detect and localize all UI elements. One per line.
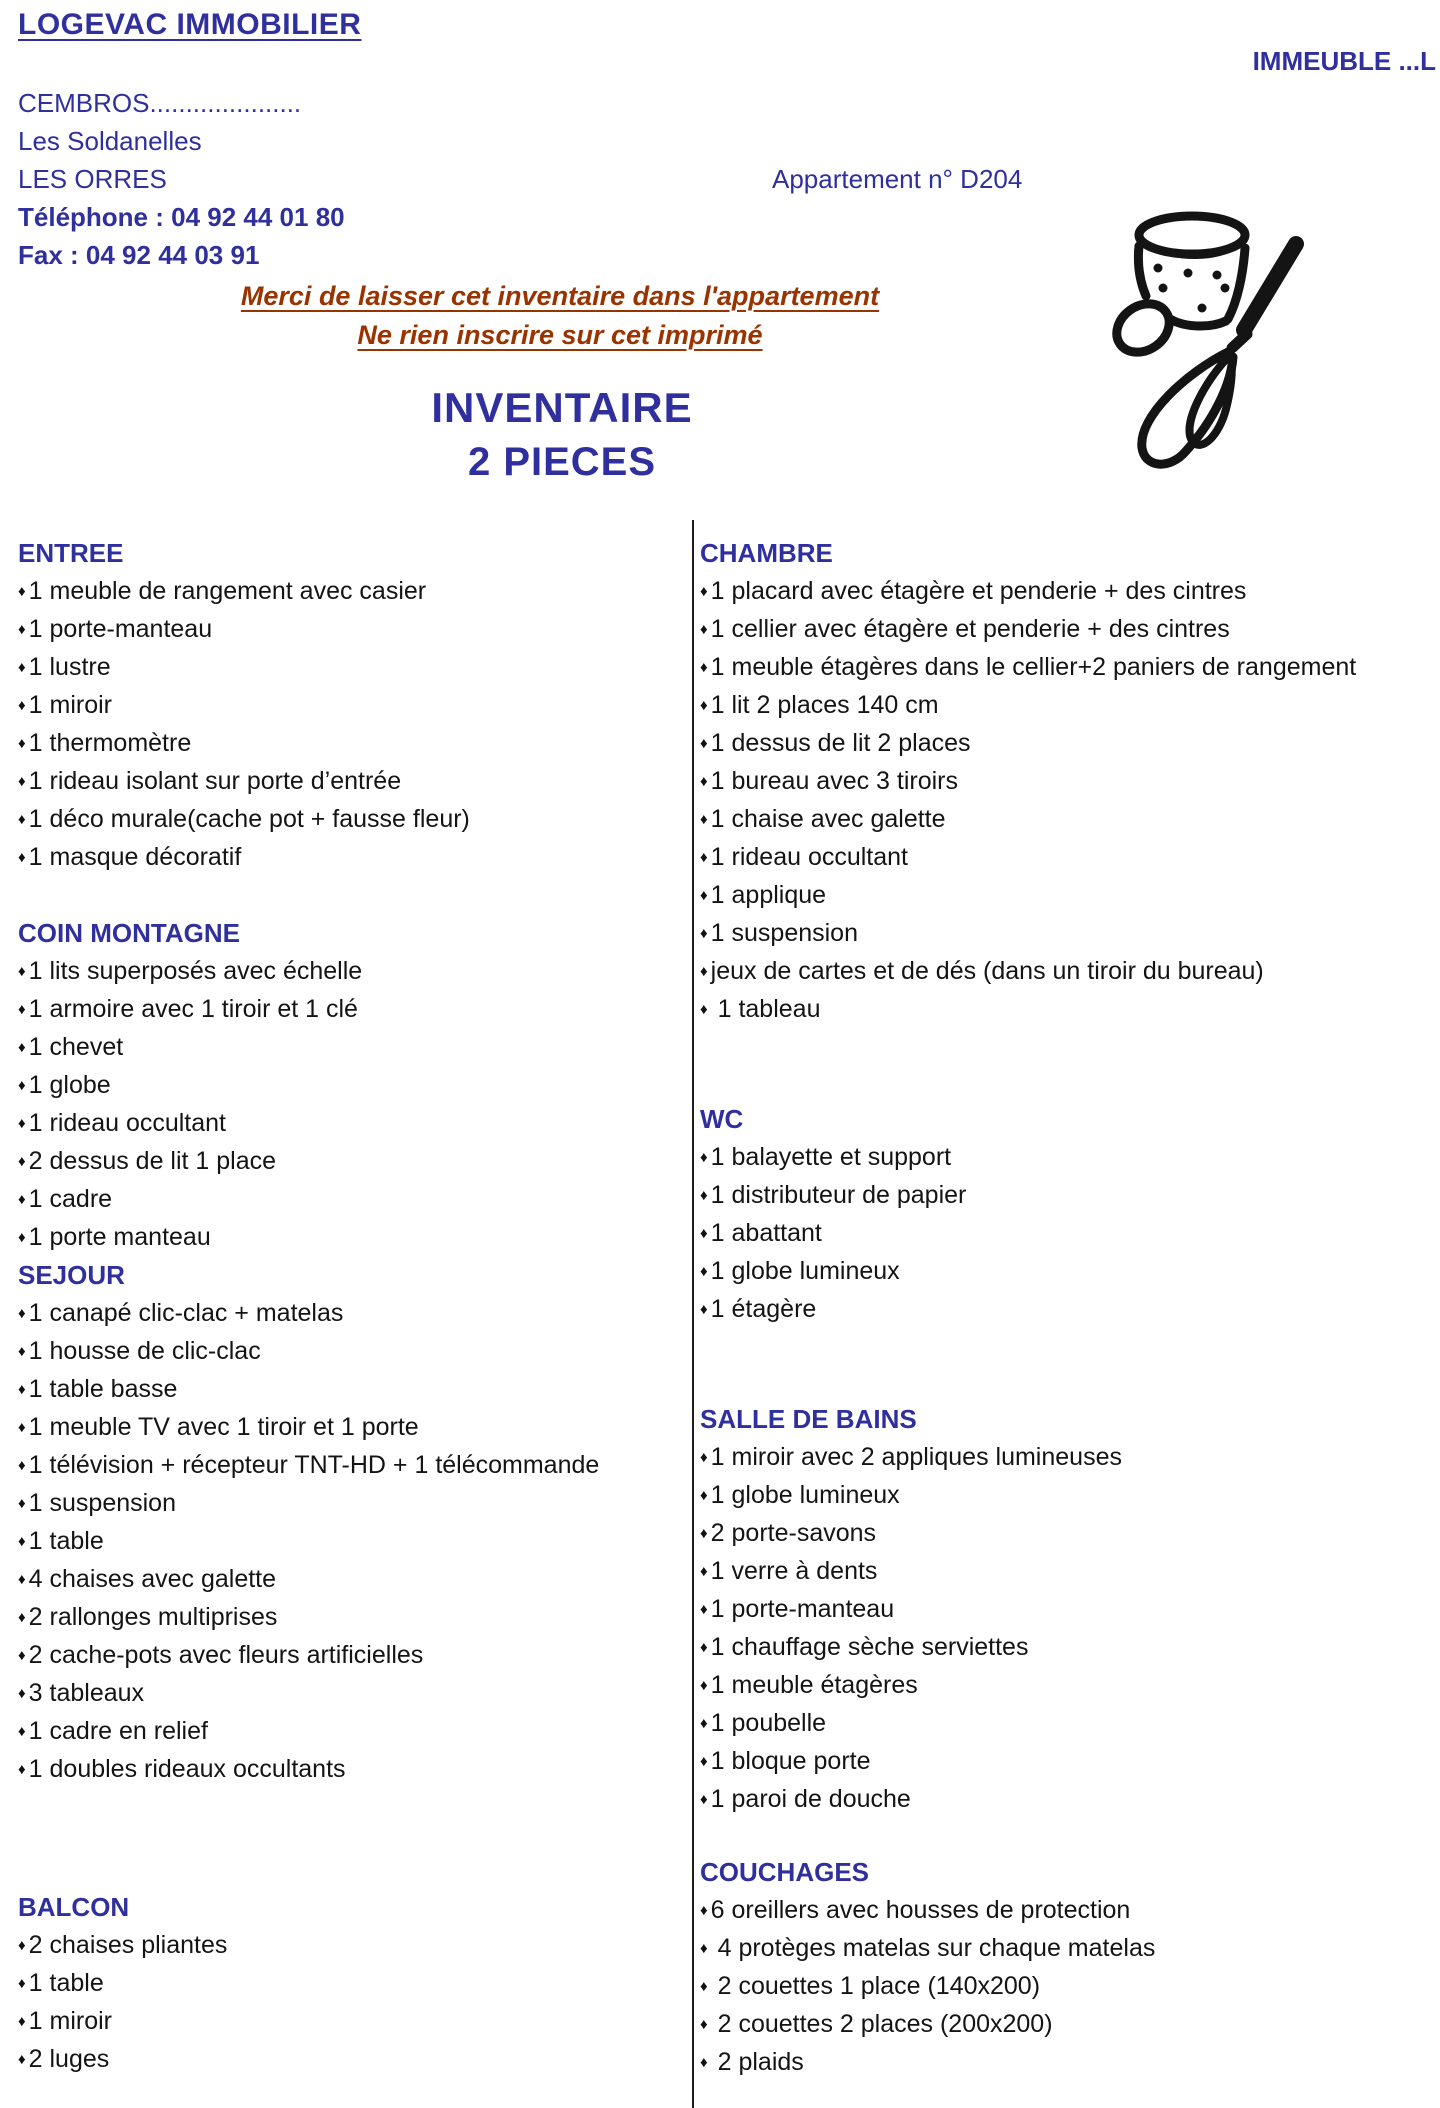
inventory-item-label: 1 miroir bbox=[28, 2007, 112, 2035]
diamond-bullet-icon: ♦ bbox=[700, 1263, 708, 1280]
inventory-item-label: 1 canapé clic-clac + matelas bbox=[28, 1299, 344, 1327]
diamond-bullet-icon: ♦ bbox=[18, 1153, 26, 1170]
diamond-bullet-icon: ♦ bbox=[700, 1225, 708, 1242]
diamond-bullet-icon: ♦ bbox=[700, 887, 708, 904]
inventory-item bbox=[18, 1332, 680, 1370]
inventory-item bbox=[18, 1370, 680, 1408]
inventory-item-label: 1 chauffage sèche serviettes bbox=[710, 1633, 1029, 1661]
apartment-number: Appartement n° D204 bbox=[772, 164, 1023, 194]
diamond-bullet-icon: ♦ bbox=[700, 697, 708, 714]
diamond-bullet-icon: ♦ bbox=[18, 621, 26, 638]
diamond-bullet-icon: ♦ bbox=[700, 2016, 708, 2033]
inventory-item-label: 2 couettes 2 places (200x200) bbox=[710, 2010, 1053, 2038]
inventory-item bbox=[700, 1742, 1440, 1780]
diamond-bullet-icon: ♦ bbox=[700, 1791, 708, 1808]
building-label: IMMEUBLE ...L bbox=[1252, 46, 1436, 76]
inventory-item-label: 2 chaises pliantes bbox=[28, 1931, 228, 1959]
inventory-item-label: 1 table basse bbox=[28, 1375, 178, 1403]
inventory-item-label: 1 meuble étagères bbox=[710, 1671, 918, 1699]
inventory-item-label: 1 cellier avec étagère et penderie + des cintres bbox=[710, 615, 1230, 643]
inventory-item-label: 1 applique bbox=[710, 881, 827, 909]
inventory-item bbox=[700, 1780, 1440, 1818]
diamond-bullet-icon: ♦ bbox=[700, 1601, 708, 1618]
diamond-bullet-icon: ♦ bbox=[18, 583, 26, 600]
inventory-item-label: 1 rideau occultant bbox=[28, 1109, 227, 1137]
notice-line-1: Merci de laisser cet inventaire dans l'appartement bbox=[240, 281, 880, 311]
inventory-item-label: 1 suspension bbox=[28, 1489, 176, 1517]
inventory-item bbox=[18, 952, 680, 990]
inventory-item-label: 1 table bbox=[28, 1527, 104, 1555]
residence-name-line: CEMBROS..................... bbox=[18, 88, 302, 118]
inventory-item bbox=[700, 876, 1440, 914]
diamond-bullet-icon: ♦ bbox=[18, 2013, 26, 2030]
inventory-item bbox=[700, 838, 1440, 876]
inventory-item-label: 1 tableau bbox=[710, 995, 821, 1023]
residence-line: Les Soldanelles bbox=[18, 126, 202, 156]
fax-line: Fax : 04 92 44 03 91 bbox=[18, 240, 260, 270]
inventory-item bbox=[18, 1926, 680, 1964]
inventory-item-label: 1 miroir avec 2 appliques lumineuses bbox=[710, 1443, 1122, 1471]
inventory-item-label: 1 bloque porte bbox=[710, 1747, 871, 1775]
inventory-item bbox=[18, 1484, 680, 1522]
inventory-item-label: 1 étagère bbox=[710, 1295, 817, 1323]
inventory-item-label: 1 miroir bbox=[28, 691, 112, 719]
inventory-item bbox=[700, 1438, 1440, 1476]
inventory-item-label: 1 poubelle bbox=[710, 1709, 827, 1737]
inventory-item bbox=[18, 1446, 680, 1484]
diamond-bullet-icon: ♦ bbox=[700, 1563, 708, 1580]
inventory-item bbox=[18, 1218, 680, 1256]
inventory-item-label: 1 meuble TV avec 1 tiroir et 1 porte bbox=[28, 1413, 419, 1441]
diamond-bullet-icon: ♦ bbox=[18, 1975, 26, 1992]
inventory-item bbox=[700, 800, 1440, 838]
inventory-item bbox=[18, 724, 680, 762]
inventory-item-label: 1 doubles rideaux occultants bbox=[28, 1755, 346, 1783]
inventory-item bbox=[18, 572, 680, 610]
diamond-bullet-icon: ♦ bbox=[18, 1077, 26, 1094]
inventory-item bbox=[18, 1560, 680, 1598]
diamond-bullet-icon: ♦ bbox=[18, 1937, 26, 1954]
diamond-bullet-icon: ♦ bbox=[700, 1525, 708, 1542]
diamond-bullet-icon: ♦ bbox=[18, 1571, 26, 1588]
diamond-bullet-icon: ♦ bbox=[700, 583, 708, 600]
diamond-bullet-icon: ♦ bbox=[700, 1487, 708, 1504]
diamond-bullet-icon: ♦ bbox=[18, 1381, 26, 1398]
diamond-bullet-icon: ♦ bbox=[700, 1677, 708, 1694]
inventory-item bbox=[700, 1552, 1440, 1590]
inventory-item bbox=[700, 1214, 1440, 1252]
inventory-item-label: 1 lustre bbox=[28, 653, 111, 681]
company-title: LOGEVAC IMMOBILIER bbox=[18, 8, 362, 41]
diamond-bullet-icon: ♦ bbox=[700, 1149, 708, 1166]
inventory-item bbox=[700, 1628, 1440, 1666]
diamond-bullet-icon: ♦ bbox=[18, 659, 26, 676]
diamond-bullet-icon: ♦ bbox=[18, 1761, 26, 1778]
diamond-bullet-icon: ♦ bbox=[700, 1978, 708, 1995]
inventory-item bbox=[700, 1252, 1440, 1290]
diamond-bullet-icon: ♦ bbox=[700, 811, 708, 828]
inventory-item-label: 1 cadre bbox=[28, 1185, 113, 1213]
section-heading: COIN MONTAGNE bbox=[18, 918, 240, 948]
inventory-item-label: 1 table bbox=[28, 1969, 104, 1997]
notice-line-2: Ne rien inscrire sur cet imprimé bbox=[357, 320, 763, 350]
inventory-item bbox=[18, 686, 680, 724]
section-heading: BALCON bbox=[18, 1892, 130, 1922]
residence-city: LES ORRES bbox=[18, 164, 167, 194]
section-heading: WC bbox=[700, 1104, 744, 1134]
right-column bbox=[700, 534, 1440, 2081]
inventory-item bbox=[700, 572, 1440, 610]
inventory-item-label: 1 verre à dents bbox=[710, 1557, 878, 1585]
diamond-bullet-icon: ♦ bbox=[18, 1001, 26, 1018]
inventory-item-label: 1 chevet bbox=[28, 1033, 124, 1061]
section-heading: CHAMBRE bbox=[700, 538, 833, 568]
diamond-bullet-icon: ♦ bbox=[700, 849, 708, 866]
diamond-bullet-icon: ♦ bbox=[700, 1753, 708, 1770]
inventory-item-label: 1 porte manteau bbox=[28, 1223, 211, 1251]
diamond-bullet-icon: ♦ bbox=[18, 1723, 26, 1740]
bowl-egg-whisk-illustration bbox=[1080, 180, 1440, 500]
inventory-item bbox=[700, 1176, 1440, 1214]
diamond-bullet-icon: ♦ bbox=[18, 1419, 26, 1436]
inventory-item-label: 1 armoire avec 1 tiroir et 1 clé bbox=[28, 995, 358, 1023]
diamond-bullet-icon: ♦ bbox=[18, 1609, 26, 1626]
inventory-item bbox=[700, 648, 1440, 686]
inventory-item-label: 2 rallonges multiprises bbox=[28, 1603, 278, 1631]
inventory-item bbox=[700, 914, 1440, 952]
diamond-bullet-icon: ♦ bbox=[700, 735, 708, 752]
diamond-bullet-icon: ♦ bbox=[700, 773, 708, 790]
inventory-item bbox=[700, 2005, 1440, 2043]
inventory-item bbox=[700, 1704, 1440, 1742]
inventory-item-label: 1 rideau occultant bbox=[710, 843, 909, 871]
inventory-item bbox=[700, 1138, 1440, 1176]
inventory-item-label: 1 meuble étagères dans le cellier+2 paniers de rangement bbox=[710, 653, 1357, 681]
diamond-bullet-icon: ♦ bbox=[18, 963, 26, 980]
inventory-item bbox=[700, 610, 1440, 648]
document-title: INVENTAIRE bbox=[431, 384, 693, 431]
inventory-item bbox=[700, 1514, 1440, 1552]
inventory-item-label: 1 abattant bbox=[710, 1219, 822, 1247]
inventory-item-label: 1 télévision + récepteur TNT-HD + 1 télécommande bbox=[28, 1451, 600, 1479]
inventory-item bbox=[18, 1142, 680, 1180]
inventory-item bbox=[700, 1290, 1440, 1328]
document-subtitle: 2 PIECES bbox=[467, 440, 657, 484]
inventory-item bbox=[18, 1964, 680, 2002]
inventory-item-label: 2 dessus de lit 1 place bbox=[28, 1147, 277, 1175]
inventory-item-label: 4 chaises avec galette bbox=[28, 1565, 277, 1593]
inventory-item bbox=[700, 2043, 1440, 2081]
inventory-item-label: jeux de cartes et de dés (dans un tiroir du bureau) bbox=[710, 957, 1264, 985]
inventory-item-label: 1 placard avec étagère et penderie + des cintres bbox=[710, 577, 1247, 605]
inventory-item bbox=[700, 724, 1440, 762]
diamond-bullet-icon: ♦ bbox=[18, 1457, 26, 1474]
diamond-bullet-icon: ♦ bbox=[700, 1715, 708, 1732]
inventory-item bbox=[18, 1598, 680, 1636]
inventory-item bbox=[18, 1028, 680, 1066]
diamond-bullet-icon: ♦ bbox=[18, 1191, 26, 1208]
diamond-bullet-icon: ♦ bbox=[18, 1305, 26, 1322]
inventory-item bbox=[700, 1891, 1440, 1929]
inventory-item-label: 2 plaids bbox=[710, 2048, 804, 2076]
inventory-item bbox=[18, 1180, 680, 1218]
diamond-bullet-icon: ♦ bbox=[18, 1115, 26, 1132]
section-heading: SALLE DE BAINS bbox=[700, 1404, 917, 1434]
inventory-item bbox=[18, 1104, 680, 1142]
inventory-item bbox=[18, 762, 680, 800]
inventory-item bbox=[18, 838, 680, 876]
inventory-item bbox=[700, 1590, 1440, 1628]
inventory-item-label: 1 thermomètre bbox=[28, 729, 192, 757]
inventory-item-label: 1 bureau avec 3 tiroirs bbox=[710, 767, 959, 795]
diamond-bullet-icon: ♦ bbox=[18, 811, 26, 828]
inventory-item-label: 1 suspension bbox=[710, 919, 858, 947]
inventory-item-label: 1 rideau isolant sur porte d’entrée bbox=[28, 767, 402, 795]
diamond-bullet-icon: ♦ bbox=[700, 1639, 708, 1656]
inventory-item bbox=[18, 1066, 680, 1104]
inventory-item-label: 1 globe lumineux bbox=[710, 1257, 900, 1285]
inventory-item-label: 1 dessus de lit 2 places bbox=[710, 729, 971, 757]
diamond-bullet-icon: ♦ bbox=[18, 1495, 26, 1512]
inventory-item-label: 1 chaise avec galette bbox=[710, 805, 946, 833]
diamond-bullet-icon: ♦ bbox=[700, 1449, 708, 1466]
diamond-bullet-icon: ♦ bbox=[18, 1229, 26, 1246]
inventory-item-label: 1 cadre en relief bbox=[28, 1717, 208, 1745]
inventory-item-label: 1 balayette et support bbox=[710, 1143, 952, 1171]
inventory-item bbox=[700, 990, 1440, 1028]
inventory-item bbox=[18, 1712, 680, 1750]
diamond-bullet-icon: ♦ bbox=[700, 659, 708, 676]
inventory-item-label: 2 luges bbox=[28, 2045, 110, 2073]
section-heading: SEJOUR bbox=[18, 1260, 125, 1290]
diamond-bullet-icon: ♦ bbox=[18, 773, 26, 790]
inventory-item-label: 2 cache-pots avec fleurs artificielles bbox=[28, 1641, 424, 1669]
diamond-bullet-icon: ♦ bbox=[700, 621, 708, 638]
inventory-item bbox=[18, 610, 680, 648]
diamond-bullet-icon: ♦ bbox=[700, 925, 708, 942]
diamond-bullet-icon: ♦ bbox=[18, 2051, 26, 2068]
inventory-item-label: 1 globe lumineux bbox=[710, 1481, 900, 1509]
section-heading: ENTREE bbox=[18, 538, 124, 568]
inventory-item bbox=[700, 1666, 1440, 1704]
inventory-item bbox=[18, 800, 680, 838]
inventory-item bbox=[18, 1674, 680, 1712]
column-divider bbox=[692, 520, 694, 2108]
diamond-bullet-icon: ♦ bbox=[700, 1187, 708, 1204]
inventory-item bbox=[18, 990, 680, 1028]
diamond-bullet-icon: ♦ bbox=[18, 1039, 26, 1056]
inventory-item bbox=[700, 762, 1440, 800]
inventory-item bbox=[18, 1522, 680, 1560]
inventory-item-label: 1 porte-manteau bbox=[710, 1595, 895, 1623]
inventory-item-label: 1 lits superposés avec échelle bbox=[28, 957, 363, 985]
inventory-item-label: 1 globe bbox=[28, 1071, 111, 1099]
diamond-bullet-icon: ♦ bbox=[18, 1685, 26, 1702]
inventory-item-label: 1 porte-manteau bbox=[28, 615, 213, 643]
section-heading: COUCHAGES bbox=[700, 1857, 870, 1887]
diamond-bullet-icon: ♦ bbox=[18, 1343, 26, 1360]
inventory-item-label: 1 housse de clic-clac bbox=[28, 1337, 261, 1365]
inventory-item bbox=[700, 1929, 1440, 1967]
diamond-bullet-icon: ♦ bbox=[18, 735, 26, 752]
inventory-item bbox=[18, 2002, 680, 2040]
inventory-item-label: 6 oreillers avec housses de protection bbox=[710, 1896, 1131, 1924]
diamond-bullet-icon: ♦ bbox=[18, 1647, 26, 1664]
diamond-bullet-icon: ♦ bbox=[700, 1940, 708, 1957]
inventory-item bbox=[18, 1750, 680, 1788]
inventory-item bbox=[700, 1967, 1440, 2005]
inventory-item-label: 1 distributeur de papier bbox=[710, 1181, 967, 1209]
inventory-item-label: 2 porte-savons bbox=[710, 1519, 877, 1547]
diamond-bullet-icon: ♦ bbox=[18, 849, 26, 866]
phone-line: Téléphone : 04 92 44 01 80 bbox=[18, 202, 345, 232]
diamond-bullet-icon: ♦ bbox=[700, 963, 708, 980]
diamond-bullet-icon: ♦ bbox=[700, 1301, 708, 1318]
inventory-item-label: 3 tableaux bbox=[28, 1679, 145, 1707]
diamond-bullet-icon: ♦ bbox=[700, 1001, 708, 1018]
inventory-item bbox=[700, 1476, 1440, 1514]
inventory-item-label: 1 déco murale(cache pot + fausse fleur) bbox=[28, 805, 470, 833]
diamond-bullet-icon: ♦ bbox=[700, 2054, 708, 2071]
inventory-item-label: 2 couettes 1 place (140x200) bbox=[710, 1972, 1041, 2000]
left-column bbox=[18, 534, 680, 2078]
inventory-item bbox=[18, 2040, 680, 2078]
inventory-item-label: 1 masque décoratif bbox=[28, 843, 242, 871]
inventory-item-label: 1 lit 2 places 140 cm bbox=[710, 691, 939, 719]
inventory-item-label: 1 meuble de rangement avec casier bbox=[28, 577, 427, 605]
inventory-item bbox=[700, 686, 1440, 724]
inventory-item bbox=[18, 648, 680, 686]
inventory-item bbox=[18, 1636, 680, 1674]
diamond-bullet-icon: ♦ bbox=[18, 697, 26, 714]
inventory-item bbox=[18, 1294, 680, 1332]
diamond-bullet-icon: ♦ bbox=[18, 1533, 26, 1550]
inventory-item bbox=[18, 1408, 680, 1446]
diamond-bullet-icon: ♦ bbox=[700, 1902, 708, 1919]
inventory-item-label: 4 protèges matelas sur chaque matelas bbox=[710, 1934, 1156, 1962]
inventory-item-label: 1 paroi de douche bbox=[710, 1785, 911, 1813]
inventory-item bbox=[700, 952, 1440, 990]
